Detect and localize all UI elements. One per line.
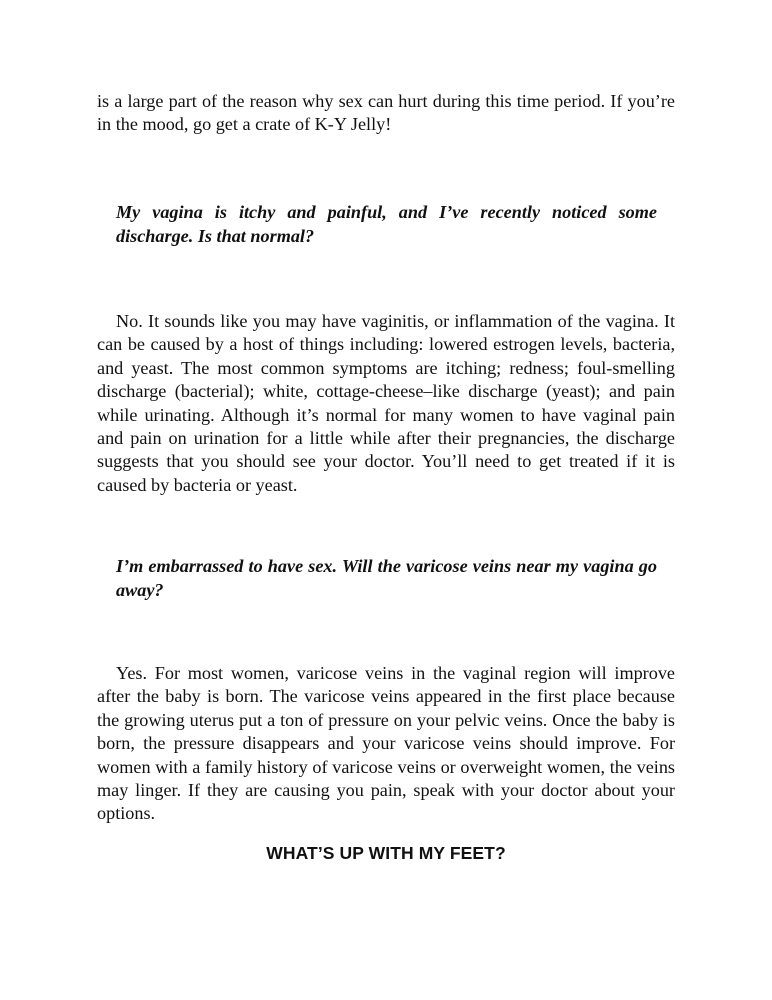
answer-vaginitis: No. It sounds like you may have vaginitis, or inflammation of the vagina. It can be caused by a host of things including: lowered estrogen levels, bacteria, and yeast. The most common symptoms are itching; redness; foul-smelling discharge (bacterial); white, cottage-cheese–like discharge (yeast); and pain while urinating. Although it’s normal for many women to have vaginal pain and pain on urination for a little while after their pregnancies, the discharge suggests that you should see your doctor. You’ll need to get treated if it is caused by bacteria or yeast.	[97, 311, 675, 495]
continuation-paragraph: is a large part of the reason why sex can hurt during this time period. If you’re in the mood, go get a crate of K-Y Jelly!	[97, 91, 675, 135]
answer-varicose-veins: Yes. For most women, varicose veins in the vaginal region will improve after the baby is born. The varicose veins appeared in the first place because the growing uterus put a ton of pressure on your pelvic veins. Once the baby is born, the pressure disappears and your varicose veins should improve. For women with a family history of varicose veins or overweight women, the veins may linger. If they are causing you pain, speak with your doctor about your options.	[97, 663, 675, 824]
question-vaginitis: My vagina is itchy and painful, and I’ve recently noticed some discharge. Is that normal?	[116, 202, 657, 246]
section-heading: WHAT’S UP WITH MY FEET?	[266, 843, 506, 863]
question-varicose-veins: I’m embarrassed to have sex. Will the varicose veins near my vagina go away?	[116, 556, 657, 600]
